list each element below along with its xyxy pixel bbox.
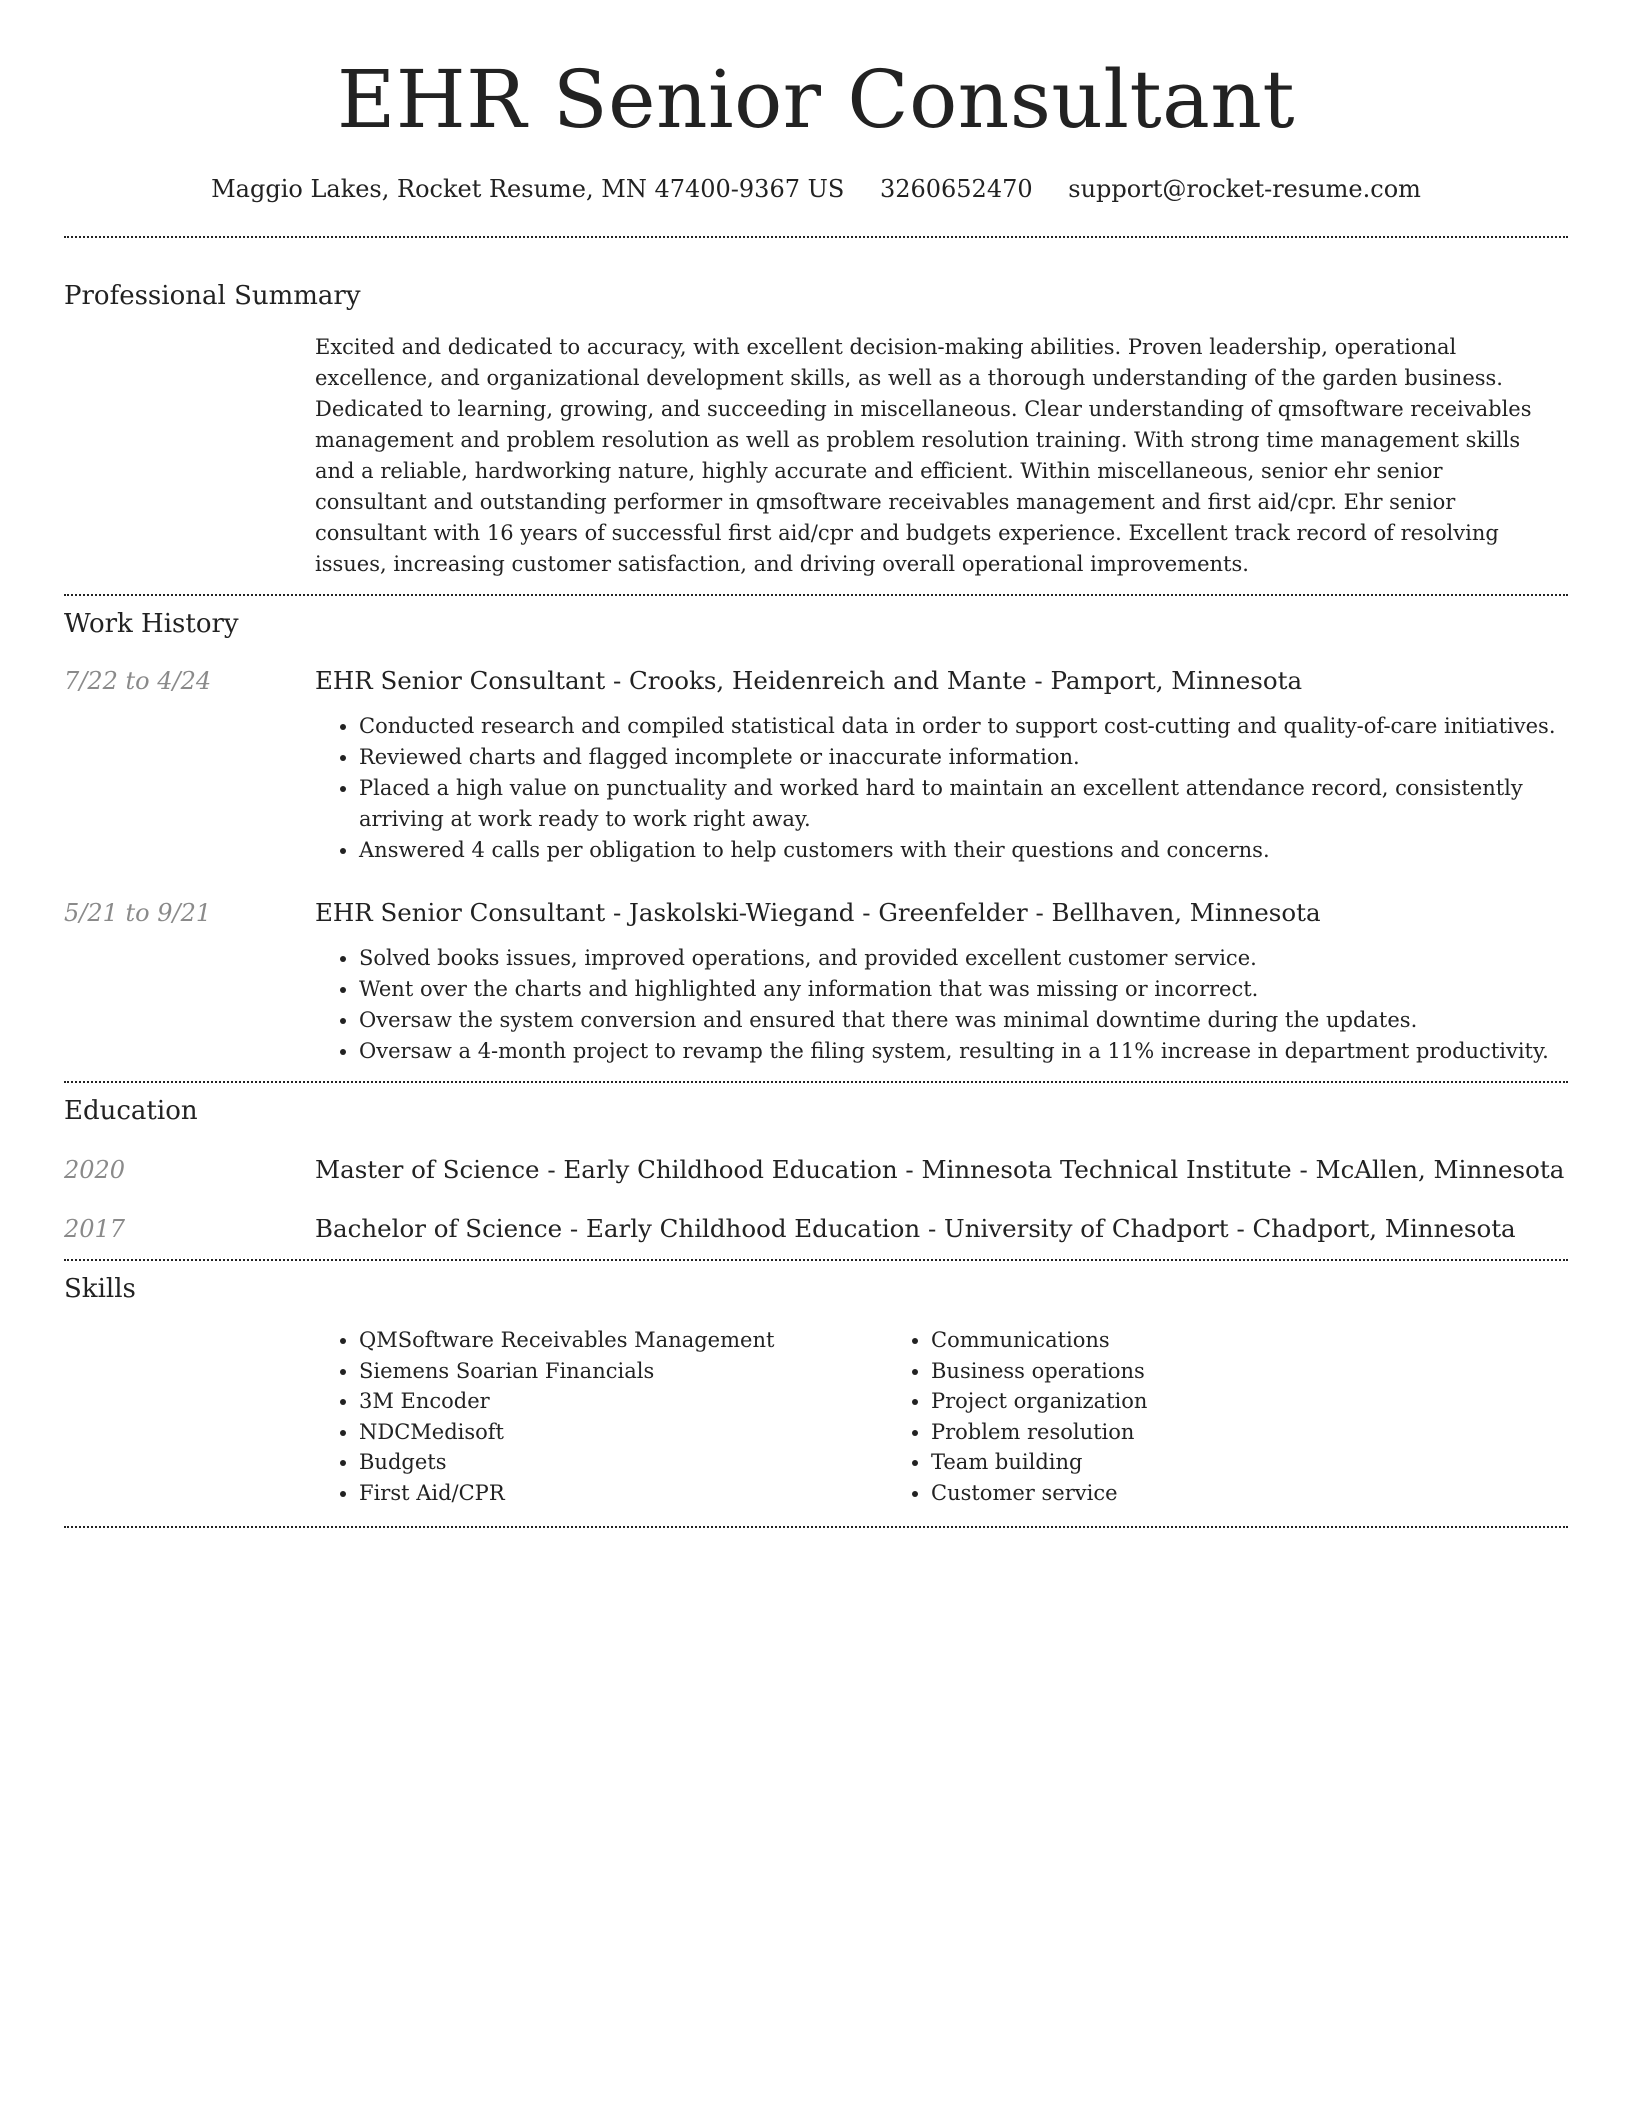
- education-year: 2020: [64, 1156, 126, 1184]
- job-dates: 5/21 to 9/21: [64, 899, 212, 927]
- skill-item: • Siemens Soarian Financials: [359, 1356, 887, 1387]
- section-divider: [64, 1526, 1568, 1528]
- education-detail: [315, 1155, 1568, 1184]
- skill-item: • Communications: [931, 1325, 1459, 1356]
- education-entry: [64, 1214, 1568, 1243]
- job-entry: [64, 898, 1568, 1067]
- job-bullet: • Placed a high value on punctuality and worked hard to maintain an excellent attendance record, consistently arriving at work ready to work right away.: [359, 773, 1568, 835]
- skills-heading: Skills: [64, 1274, 136, 1304]
- skills-list-left: [315, 1325, 887, 1508]
- contact-line: [64, 172, 1568, 206]
- contact-address: Maggio Lakes, Rocket Resume, MN 47400-9367 US: [211, 175, 845, 203]
- job-bullet: • Answered 4 calls per obligation to help customers with their questions and concerns.: [359, 835, 1568, 866]
- summary-text: Excited and dedicated to accuracy, with excellent decision-making abilities. Proven leadership, operational excellence, and organizational development skills, as well as a thorough understanding of the garden business. Dedicated to learning, growing, and succeeding in miscellaneous. Clear understanding of qmsoftware receivables management and problem resolution as well as problem resolution training. With strong time management skills and a reliable, hardworking nature, highly accurate and efficient. Within miscellaneous, senior ehr senior consultant and outstanding performer in qmsoftware receivables management and first aid/cpr. Ehr senior consultant with 16 years of successful first aid/cpr and budgets experience. Excellent track record of resolving issues, increasing customer satisfaction, and driving overall operational improvements.: [315, 335, 1532, 576]
- skill-item: • Customer service: [931, 1478, 1459, 1509]
- contact-email: support@rocket-resume.com: [1068, 175, 1421, 203]
- job-bullet: • Conducted research and compiled statistical data in order to support cost-cutting and quality-of-care initiatives.: [359, 711, 1568, 742]
- skill-item: • Business operations: [931, 1356, 1459, 1387]
- skills-list-right: [887, 1325, 1459, 1508]
- skill-item: • QMSoftware Receivables Management: [359, 1325, 887, 1356]
- job-bullet: • Reviewed charts and flagged incomplete or inaccurate information.: [359, 742, 1568, 773]
- education-year: 2017: [64, 1215, 126, 1243]
- job-entry: [64, 666, 1568, 866]
- contact-phone: 3260652470: [879, 175, 1033, 203]
- education-detail: [315, 1214, 1568, 1243]
- education-school: - Minnesota Technical Institute - McAllen, Minnesota: [897, 1155, 1565, 1184]
- skill-item: • 3M Encoder: [359, 1386, 887, 1417]
- skill-item: • NDCMedisoft: [359, 1417, 887, 1448]
- education-degree: Master of Science - Early Childhood Education: [315, 1155, 898, 1184]
- skills-grid: [315, 1325, 1568, 1526]
- job-bullet: • Solved books issues, improved operations, and provided excellent customer service.: [359, 943, 1568, 974]
- skill-item: • Budgets: [359, 1447, 887, 1478]
- job-bullet: • Went over the charts and highlighted any information that was missing or incorrect.: [359, 974, 1568, 1005]
- job-bullet: • Oversaw a 4-month project to revamp the filing system, resulting in a 11% increase in department productivity.: [359, 1036, 1568, 1067]
- summary-heading: Professional Summary: [64, 281, 361, 311]
- job-heading: EHR Senior Consultant - Jaskolski-Wiegand - Greenfelder - Bellhaven, Minnesota: [315, 898, 1321, 927]
- education-degree: Bachelor of Science - Early Childhood Education: [315, 1214, 921, 1243]
- work-history-heading: Work History: [64, 609, 239, 639]
- education-school: - University of Chadport - Chadport, Minnesota: [920, 1214, 1516, 1243]
- skill-item: • First Aid/CPR: [359, 1478, 887, 1509]
- summary-section: [64, 238, 1568, 580]
- skill-item: • Project organization: [931, 1386, 1459, 1417]
- candidate-name: EHR Senior Consultant: [337, 53, 1295, 146]
- skill-item: • Problem resolution: [931, 1417, 1459, 1448]
- work-history-section: [64, 596, 1568, 1067]
- skills-section: [64, 1261, 1568, 1526]
- skill-item: • Team building: [931, 1447, 1459, 1478]
- resume-header: [64, 0, 1568, 206]
- job-bullets: [315, 711, 1568, 866]
- education-section: [64, 1083, 1568, 1259]
- job-bullet: • Oversaw the system conversion and ensured that there was minimal downtime during the updates.: [359, 1005, 1568, 1036]
- education-heading: Education: [64, 1096, 198, 1126]
- job-bullets: [315, 943, 1568, 1067]
- job-dates: 7/22 to 4/24: [64, 667, 212, 695]
- job-heading: EHR Senior Consultant - Crooks, Heidenreich and Mante - Pamport, Minnesota: [315, 666, 1303, 695]
- education-entry: [64, 1155, 1568, 1184]
